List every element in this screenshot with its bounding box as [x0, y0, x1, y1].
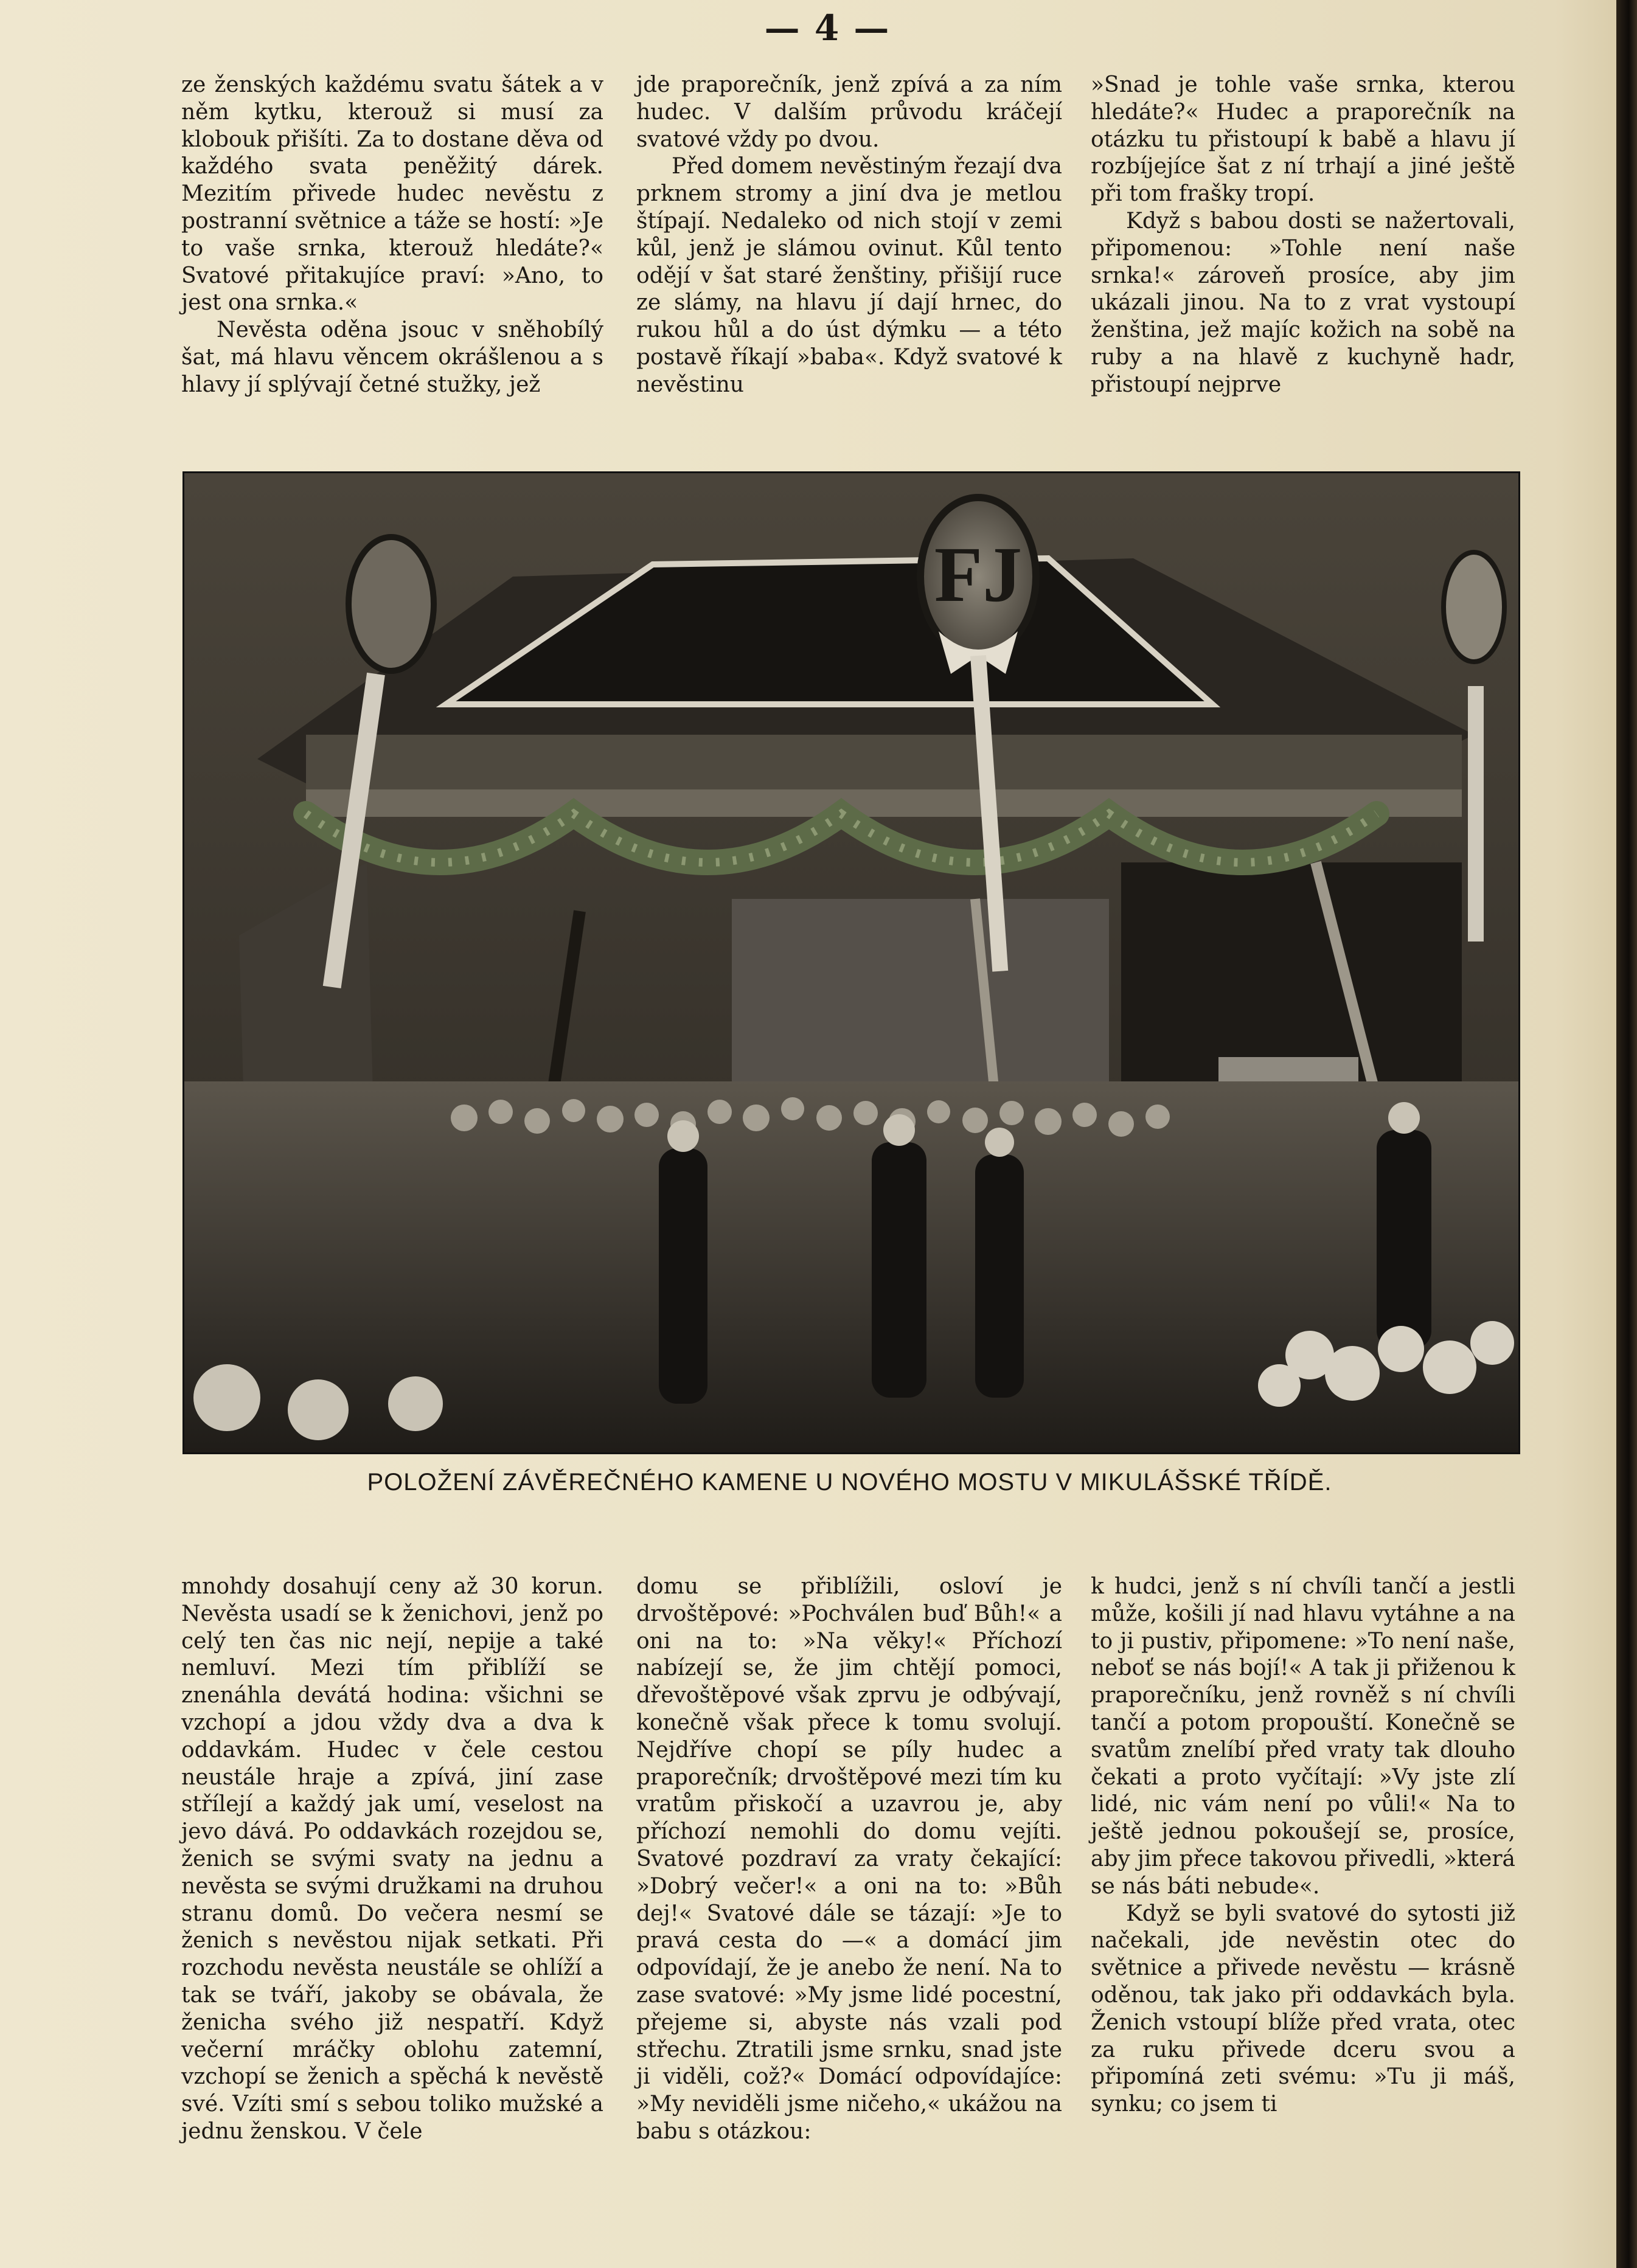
paragraph: jde praporečník, jenž zpívá a za ním hudec. V dalším průvodu kráčejí svatové vždy po dvou.	[636, 72, 1062, 152]
top-column-1	[181, 72, 603, 399]
paragraph: Když s babou dosti se nažertovali, připomenou: »Tohle není naše srnka!« zároveň prosíce, aby jim ukázali jinou. Na to z vrat vystoupí ženština, jež majíc kožich na sobě na ruby a na hlavě z kuchyně hadr, přistoupí nejprve	[1091, 208, 1515, 397]
paragraph: mnohdy dosahují ceny až 30 korun. Nevěsta usadí se k ženichovi, jenž po celý ten čas nic nejí, nepije a také nemluví. Mezi tím přiblíží se znenáhla devátá hodina: všichni se vzchopí a jdou vždy dva a dva k oddavkám. Hudec v čele cestou neustále hraje a zpívá, jiní zase střílejí a každý jak umí, veselost na jevo dává. Po oddavkách rozejdou se, ženich se svými svaty na jednu a nevěsta se svými družkami na druhou stranu domů. Do večera nesmí se ženich s nevěstou nijak setkati. Při rozchodu nevěsta neustále se ohlíží a tak se tváří, jakoby se obávala, že ženicha svého již nespatří. Když večerní mráčky oblohu zatemní, vzchopí se ženich a spěchá k nevěstě své. Vzíti smí s sebou toliko mužské a jednu ženskou. V čele	[181, 1574, 603, 2144]
bottom-column-1	[181, 1573, 603, 2146]
paragraph: Před domem nevěstiným řezají dva prknem stromy a jiní dva je metlou štípají. Nedaleko od nich stojí v zemi kůl, jenž je slámou ovinut. Kůl tento odějí v šat staré ženštiny, přišijí ruce ze slámy, na hlavu jí dají hrnec, do rukou hůl a do úst dýmku — a této postavě říkají »baba«. Když svatové k nevěstinu	[636, 154, 1062, 397]
paragraph: Když se byli svatové do sytosti již načekali, jde nevěstin otec do světnice a přivede nevěstu — krásně oděnou, tak jako při oddavkách byla. Ženich vstoupí blíže před vrata, otec za ruku přivede dceru svou a připomíná zeti svému: »Tu ji máš, synku; co jsem ti	[1091, 1901, 1515, 2117]
paragraph: domu se přiblížili, osloví je drvoštěpové: »Pochválen buď Bůh!« a oni na to: »Na věky!« Příchozí nabízejí se, že jim chtějí pomoci, dřevoštěpové však zprvu je odbývají, konečně však přece k tomu svolují. Nejdříve chopí se píly hudec a praporečník; drvoštěpové mezi tím ku vratům přiskočí a uzavrou je, aby příchozí nemohli do domu vejíti. Svatové pozdraví za vraty čekající: »Dobrý večer!« a oni na to: »Bůh dej!« Svatové dále se tázají: »Je to pravá cesta do —« a domácí jim odpovídají, že je anebo že není. Na to zase svatové: »My jsme lidé pocestní, přejeme si, abyste nás vzali pod střechu. Ztratili jsme srnku, snad jste ji viděli, což?« Domácí odpovídajíce: »My neviděli jsme ničeho,« ukážou na babu s otázkou:	[636, 1574, 1062, 2144]
page-binding-edge	[1616, 0, 1637, 2268]
paragraph: ze ženských každému svatu šátek a v něm kytku, kterouž si musí za klobouk přišíti. Za to dostane děva od každého svata peněžitý dárek. Mezitím přivede hudec nevěstu z postranní světnice a táže se hostí: »Je to vaše srnka, kterouž hledáte?« Svatové přitakujíce praví: »Ano, to jest ona srnka.«	[181, 72, 603, 316]
top-column-3	[1091, 72, 1515, 399]
bottom-column-3	[1091, 1573, 1515, 2118]
paragraph: Nevěsta oděna jsouc v sněhobílý šat, má hlavu věncem okrášlenou a s hlavy jí splývají četné stužky, jež	[181, 317, 603, 397]
paragraph: »Snad je tohle vaše srnka, kterou hledáte?« Hudec a praporečník na otázku tu přistoupí k babě a hlavu jí rozbíjejíce šat z ní trhají a jiné ještě při tom frašky tropí.	[1091, 72, 1515, 207]
photo-caption: POLOŽENÍ ZÁVĚREČNÉHO KAMENE U NOVÉHO MOSTU V MIKULÁŠSKÉ TŘÍDĚ.	[367, 1469, 1332, 1496]
page-number: — 4 —	[764, 7, 891, 49]
top-column-2	[636, 72, 1062, 399]
bottom-column-2	[636, 1573, 1062, 2146]
ceremony-photograph	[182, 471, 1520, 1454]
monogram: FJ	[934, 531, 1023, 619]
paragraph: k hudci, jenž s ní chvíli tančí a jestli může, košili jí nad hlavu vytáhne a na to ji pustiv, připomene: »To není naše, neboť se nás bojí!« A tak ji přiženou k praporečníku, jenž rovněž s ní chvíli tančí a potom propouští. Konečně se svatům znelíbí před vraty tak dlouho čekati a proto vyčítají: »Vy jste zlí lidé, nic vám není po vůli!« Na to ještě jednou pokoušejí se, prosíce, aby jim přece takovou přivedli, »která se nás báti nebude«.	[1091, 1574, 1515, 1899]
